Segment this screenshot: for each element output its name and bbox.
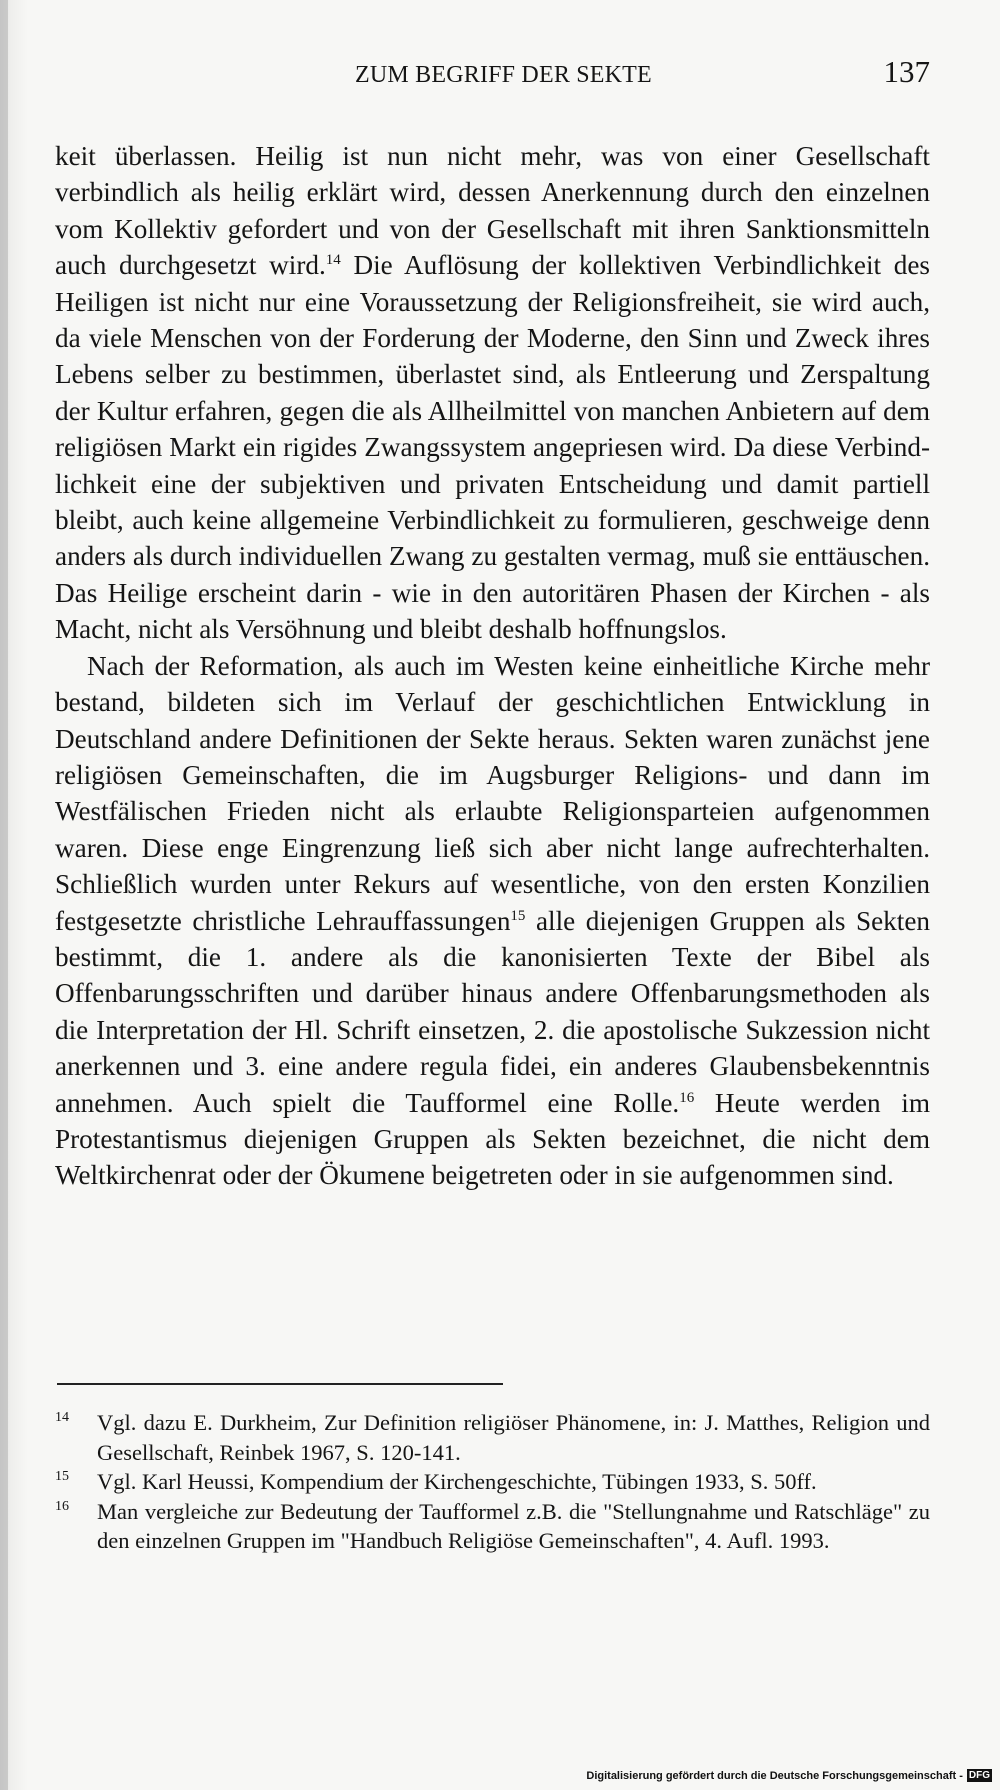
footnote-reference-15: 15 <box>510 907 526 924</box>
digitization-credit <box>586 1769 992 1782</box>
footnote-reference-16: 16 <box>679 1089 695 1106</box>
digitization-credit-text: Digitalisierung gefördert durch die Deutsche Forschungsgemeinschaft - <box>586 1769 963 1782</box>
footnote-reference-14: 14 <box>325 252 341 269</box>
footnote-number: 16 <box>55 1498 69 1514</box>
running-head: ZUM BEGRIFF DER SEKTE <box>355 62 652 88</box>
footnote-text: Vgl. dazu E. Durkheim, Zur Definition religiöser Phänomene, in: J. Matthes, Religion und Gesellschaft, Reinbek 1967, S. 120-141. <box>97 1410 930 1465</box>
footnote-15 <box>55 1467 930 1497</box>
main-text <box>55 138 930 1194</box>
body-paragraph-1-segment-1: keit überlassen. Heilig ist nun nicht mehr, was von einer Gesellschaft verbindlich als heilig erklärt wird, dessen Anerkennung durch den einzelnen vom Kollektiv gefordert und von der Gesellschaft mit ihren Sanktionsmitteln auch durchgesetzt wird. <box>55 141 930 281</box>
scan-left-shadow <box>0 0 8 1790</box>
page-header <box>55 54 930 94</box>
footnote-number: 14 <box>55 1410 69 1425</box>
footnote-14 <box>55 1408 930 1467</box>
footnote-number: 15 <box>55 1469 69 1484</box>
footnote-text: Man vergleiche zur Bedeutung der Taufformel z.B. die "Stellungnahme und Ratschläge" zu den einzelnen Gruppen im "Handbuch Religiöse Gemeinschaften", 4. Aufl. 1993. <box>97 1498 930 1553</box>
body-paragraph-2-segment-1: Nach der Reformation, als auch im Westen keine einheitliche Kirche mehr bestand, bildeten sich im Verlauf der geschichtlichen Entwicklung in Deutschland andere Definitionen der Sekte heraus. Sekten waren zunächst jene religiösen Gemeinschaften, die im Augsburger Religions- und dann im Westfälischen Frieden nicht als erlaubte Religionsparteien aufgenommen waren. Diese enge Eingrenzung ließ sich aber nicht lange aufrechterhalten. Schließlich wurden unter Rekurs auf wesentliche, von den ersten Konzilien festgesetzte christliche Lehrauffassungen <box>55 650 930 936</box>
footnote-16 <box>55 1497 930 1556</box>
dfg-logo: DFG <box>968 1770 990 1781</box>
body-paragraph-1-segment-2: Die Auflösung der kollektiven Verbindlichkeit des Heiligen ist nicht nur eine Voraussetzung der Religionsfreiheit, sie wird auch, da viele Menschen von der Forderung der Moderne, den Sinn und Zweck ihres Lebens selber zu bestimmen, überlastet sind, als Entleerung und Zerspaltung der Kultur erfahren, gegen die als Allheilmittel von manchen Anbietern auf dem religiösen Markt ein rigides Zwangssystem angepriesen wird. Da diese Verbindlichkeit eine der subjektiven und privaten Entscheidung und damit partiell bleibt, auch keine allgemeine Verbindlichkeit zu formulieren, geschweige denn anders als durch individuellen Zwang zu gestalten vermag, muß sie enttäuschen. Das Heilige erscheint darin - wie in den autoritären Phasen der Kirchen - als Macht, nicht als Versöhnung und bleibt deshalb hoffnungslos. <box>55 250 931 645</box>
footnote-text: Vgl. Karl Heussi, Kompendium der Kirchengeschichte, Tübingen 1933, S. 50ff. <box>97 1469 817 1494</box>
footnotes <box>55 1408 930 1556</box>
body-paragraph-2-segment-3: Heute werden im Protestantismus diejenigen Gruppen als Sekten bezeichnet, die nicht dem Weltkirchenrat oder der Ökumene beigetreten oder in sie aufgenommen sind. <box>55 1087 930 1191</box>
page-number: 137 <box>883 54 930 89</box>
body-paragraph-2-segment-2: alle diejenigen Gruppen als Sekten bestimmt, die 1. andere als die kanonisierten Texte der Bibel als Offenbarungsschriften und darüber hinaus andere Offenbarungsmethoden als die Interpretation der Hl. Schrift einsetzen, 2. die apostolische Sukzession nicht anerkennen und 3. eine andere regula fidei, ein anderes Glaubensbekenntnis annehmen. Auch spielt die Taufformel eine Rolle. <box>55 905 930 1118</box>
body-paragraph-1 <box>55 138 930 648</box>
footnote-separator <box>57 1383 503 1385</box>
body-paragraph-2 <box>55 648 930 1194</box>
